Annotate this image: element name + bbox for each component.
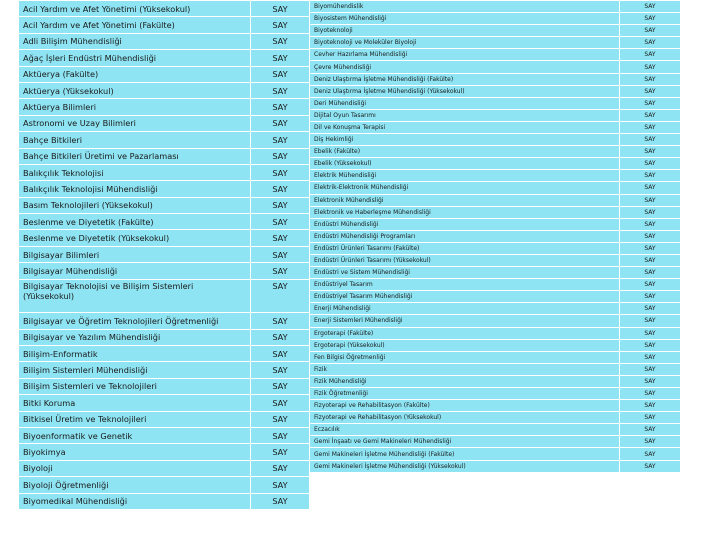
- table-row: [310, 61, 681, 73]
- program-name-cell: Acil Yardım ve Afet Yönetimi (Yüksekokul): [19, 1, 251, 17]
- table-row: [19, 279, 310, 313]
- program-name-cell: Astronomi ve Uzay Bilimleri: [19, 115, 251, 131]
- right-program-table-panel: [309, 0, 681, 473]
- score-type-cell: SAY: [251, 197, 310, 213]
- program-name-cell: Elektrik-Elektronik Mühendisliği: [310, 182, 620, 194]
- program-name-cell: Ergoterapi (Yüksekokul): [310, 339, 620, 351]
- score-type-cell: SAY: [251, 395, 310, 411]
- program-name-cell: Beslenme ve Diyetetik (Fakülte): [19, 214, 251, 230]
- score-type-cell: SAY: [620, 279, 681, 291]
- left-program-table: [18, 0, 310, 510]
- program-name-cell: Endüstri Ürünleri Tasarımı (Fakülte): [310, 242, 620, 254]
- score-type-cell: SAY: [620, 109, 681, 121]
- score-type-cell: SAY: [251, 444, 310, 460]
- score-type-cell: SAY: [251, 181, 310, 197]
- score-type-cell: SAY: [251, 115, 310, 131]
- score-type-cell: SAY: [620, 448, 681, 460]
- program-name-cell: Biyoenformatik ve Genetik: [19, 427, 251, 443]
- score-type-cell: SAY: [620, 388, 681, 400]
- program-name-cell: Bilişim Sistemleri ve Teknolojileri: [19, 378, 251, 394]
- score-type-cell: SAY: [620, 1, 681, 13]
- table-row: [310, 109, 681, 121]
- score-type-cell: SAY: [251, 411, 310, 427]
- score-type-cell: SAY: [620, 315, 681, 327]
- table-row: [19, 313, 310, 329]
- score-type-cell: SAY: [251, 362, 310, 378]
- program-name-cell: Cevher Hazırlama Mühendisliği: [310, 49, 620, 61]
- score-type-cell: SAY: [251, 427, 310, 443]
- table-row: [19, 214, 310, 230]
- table-row: [310, 242, 681, 254]
- program-name-cell: Elektronik Mühendisliği: [310, 194, 620, 206]
- table-row: [310, 291, 681, 303]
- score-type-cell: SAY: [620, 146, 681, 158]
- program-name-cell: Balıkçılık Teknolojisi Mühendisliği: [19, 181, 251, 197]
- table-row: [310, 170, 681, 182]
- table-row: [310, 375, 681, 387]
- score-type-cell: SAY: [620, 375, 681, 387]
- program-name-cell: Adli Bilişim Mühendisliği: [19, 33, 251, 49]
- program-name-cell: Ebelik (Yüksekokul): [310, 158, 620, 170]
- table-row: [310, 327, 681, 339]
- left-program-table-panel: [18, 0, 310, 510]
- table-row: [310, 13, 681, 25]
- score-type-cell: SAY: [620, 61, 681, 73]
- table-row: [19, 82, 310, 98]
- table-row: [310, 279, 681, 291]
- table-row: [310, 194, 681, 206]
- program-name-cell: Endüstri Mühendisliği Programları: [310, 230, 620, 242]
- table-row: [19, 17, 310, 33]
- program-name-cell: Dijital Oyun Tasarımı: [310, 109, 620, 121]
- table-row: [19, 246, 310, 262]
- table-row: [310, 121, 681, 133]
- table-row: [19, 148, 310, 164]
- score-type-cell: SAY: [251, 132, 310, 148]
- score-type-cell: SAY: [251, 329, 310, 345]
- table-row: [19, 263, 310, 279]
- table-row: [310, 351, 681, 363]
- score-type-cell: SAY: [620, 267, 681, 279]
- table-row: [19, 50, 310, 66]
- program-name-cell: Enerji Mühendisliği: [310, 303, 620, 315]
- program-name-cell: Bahçe Bitkileri Üretimi ve Pazarlaması: [19, 148, 251, 164]
- program-name-cell: Balıkçılık Teknolojisi: [19, 164, 251, 180]
- right-program-table: [309, 0, 681, 473]
- program-name-cell: Biyomedikal Mühendisliği: [19, 493, 251, 509]
- program-name-cell: Ağaç İşleri Endüstri Mühendisliği: [19, 50, 251, 66]
- score-type-cell: SAY: [251, 313, 310, 329]
- score-type-cell: SAY: [251, 82, 310, 98]
- table-row: [19, 230, 310, 246]
- table-row: [310, 267, 681, 279]
- table-row: [310, 97, 681, 109]
- score-type-cell: SAY: [251, 378, 310, 394]
- score-type-cell: SAY: [251, 1, 310, 17]
- program-name-cell: Ebelik (Fakülte): [310, 146, 620, 158]
- program-name-cell: Beslenme ve Diyetetik (Yüksekokul): [19, 230, 251, 246]
- score-type-cell: SAY: [620, 73, 681, 85]
- score-type-cell: SAY: [251, 17, 310, 33]
- program-name-cell: Aktüerya (Fakülte): [19, 66, 251, 82]
- table-row: [19, 99, 310, 115]
- table-row: [19, 66, 310, 82]
- score-type-cell: SAY: [620, 13, 681, 25]
- program-name-cell: Aktüerya (Yüksekokul): [19, 82, 251, 98]
- table-row: [310, 158, 681, 170]
- score-type-cell: SAY: [251, 246, 310, 262]
- program-name-cell: Deniz Ulaştırma İşletme Mühendisliği (Fakülte): [310, 73, 620, 85]
- table-row: [19, 115, 310, 131]
- score-type-cell: SAY: [620, 206, 681, 218]
- program-name-cell: Bilgisayar Mühendisliği: [19, 263, 251, 279]
- program-name-cell: Gemi Makineleri İşletme Mühendisliği (Fakülte): [310, 448, 620, 460]
- score-type-cell: SAY: [620, 170, 681, 182]
- score-type-cell: SAY: [251, 148, 310, 164]
- program-name-cell: Endüstriyel Tasarım: [310, 279, 620, 291]
- program-name-cell: Eczacılık: [310, 424, 620, 436]
- score-type-cell: SAY: [251, 230, 310, 246]
- score-type-cell: SAY: [251, 50, 310, 66]
- program-name-cell: Endüstri Ürünleri Tasarımı (Yüksekokul): [310, 254, 620, 266]
- program-name-cell: Biyomühendislik: [310, 1, 620, 13]
- table-row: [310, 49, 681, 61]
- table-row: [310, 230, 681, 242]
- program-name-cell: Endüstri ve Sistem Mühendisliği: [310, 267, 620, 279]
- program-name-cell: Fizik Mühendisliği: [310, 375, 620, 387]
- table-row: [19, 197, 310, 213]
- table-row: [310, 363, 681, 375]
- table-row: [310, 424, 681, 436]
- table-row: [19, 395, 310, 411]
- score-type-cell: SAY: [620, 339, 681, 351]
- score-type-cell: SAY: [620, 25, 681, 37]
- program-name-cell: Bilgisayar Teknolojisi ve Bilişim Sistemleri (Yüksekokul): [19, 279, 251, 313]
- table-row: [19, 33, 310, 49]
- program-name-cell: Deniz Ulaştırma İşletme Mühendisliği (Yüksekokul): [310, 85, 620, 97]
- score-type-cell: SAY: [620, 254, 681, 266]
- program-name-cell: Enerji Sistemleri Mühendisliği: [310, 315, 620, 327]
- score-type-cell: SAY: [251, 460, 310, 476]
- table-row: [19, 329, 310, 345]
- table-row: [19, 362, 310, 378]
- program-name-cell: Fizik Öğretmenliği: [310, 388, 620, 400]
- program-name-cell: Bahçe Bitkileri: [19, 132, 251, 148]
- score-type-cell: SAY: [620, 436, 681, 448]
- program-name-cell: Biyoloji: [19, 460, 251, 476]
- score-type-cell: SAY: [620, 363, 681, 375]
- program-name-cell: Biyoteknoloji: [310, 25, 620, 37]
- score-type-cell: SAY: [251, 279, 310, 313]
- score-type-cell: SAY: [620, 37, 681, 49]
- table-row: [19, 493, 310, 509]
- table-row: [310, 388, 681, 400]
- program-name-cell: Biyoteknoloji ve Moleküler Biyoloji: [310, 37, 620, 49]
- score-type-cell: SAY: [620, 85, 681, 97]
- program-name-cell: Elektronik ve Haberleşme Mühendisliği: [310, 206, 620, 218]
- score-type-cell: SAY: [251, 164, 310, 180]
- program-name-cell: Basım Teknolojileri (Yüksekokul): [19, 197, 251, 213]
- score-type-cell: SAY: [251, 33, 310, 49]
- table-row: [310, 436, 681, 448]
- right-program-table-body: [310, 1, 681, 473]
- program-name-cell: Acil Yardım ve Afet Yönetimi (Fakülte): [19, 17, 251, 33]
- table-row: [19, 346, 310, 362]
- left-program-table-body: [19, 1, 310, 510]
- table-row: [19, 1, 310, 17]
- program-name-cell: Biyokimya: [19, 444, 251, 460]
- program-name-cell: Elektrik Mühendisliği: [310, 170, 620, 182]
- program-name-cell: Çevre Mühendisliği: [310, 61, 620, 73]
- program-name-cell: Bitkisel Üretim ve Teknolojileri: [19, 411, 251, 427]
- table-row: [310, 412, 681, 424]
- table-row: [310, 73, 681, 85]
- program-name-cell: Aktüerya Bilimleri: [19, 99, 251, 115]
- program-name-cell: Ergoterapi (Fakülte): [310, 327, 620, 339]
- table-row: [310, 448, 681, 460]
- program-name-cell: Gemi Makineleri İşletme Mühendisliği (Yüksekokul): [310, 460, 620, 472]
- table-row: [310, 85, 681, 97]
- score-type-cell: SAY: [620, 303, 681, 315]
- program-name-cell: Fizyoterapi ve Rehabilitasyon (Yüksekokul): [310, 412, 620, 424]
- table-row: [19, 132, 310, 148]
- table-row: [19, 444, 310, 460]
- score-type-cell: SAY: [620, 194, 681, 206]
- score-type-cell: SAY: [620, 327, 681, 339]
- table-row: [310, 339, 681, 351]
- program-name-cell: Bilgisayar ve Öğretim Teknolojileri Öğretmenliği: [19, 313, 251, 329]
- score-type-cell: SAY: [251, 263, 310, 279]
- program-name-cell: Fen Bilgisi Öğretmenliği: [310, 351, 620, 363]
- table-row: [310, 460, 681, 472]
- program-name-cell: Bilişim Sistemleri Mühendisliği: [19, 362, 251, 378]
- table-row: [19, 477, 310, 493]
- table-row: [19, 181, 310, 197]
- program-name-cell: Fizik: [310, 363, 620, 375]
- score-type-cell: SAY: [620, 424, 681, 436]
- score-type-cell: SAY: [620, 230, 681, 242]
- score-type-cell: SAY: [251, 346, 310, 362]
- score-type-cell: SAY: [620, 158, 681, 170]
- table-row: [19, 427, 310, 443]
- table-row: [310, 25, 681, 37]
- score-type-cell: SAY: [620, 412, 681, 424]
- score-type-cell: SAY: [251, 66, 310, 82]
- score-type-cell: SAY: [251, 477, 310, 493]
- table-row: [310, 206, 681, 218]
- table-row: [310, 315, 681, 327]
- score-type-cell: SAY: [251, 214, 310, 230]
- score-type-cell: SAY: [620, 218, 681, 230]
- table-row: [19, 460, 310, 476]
- score-type-cell: SAY: [620, 49, 681, 61]
- score-type-cell: SAY: [620, 182, 681, 194]
- table-row: [310, 146, 681, 158]
- program-name-cell: Endüstriyel Tasarım Mühendisliği: [310, 291, 620, 303]
- score-type-cell: SAY: [620, 121, 681, 133]
- score-type-cell: SAY: [620, 400, 681, 412]
- score-type-cell: SAY: [620, 351, 681, 363]
- program-name-cell: Biyosistem Mühendisliği: [310, 13, 620, 25]
- table-row: [310, 303, 681, 315]
- table-row: [310, 400, 681, 412]
- score-type-cell: SAY: [251, 99, 310, 115]
- table-row: [310, 134, 681, 146]
- program-name-cell: Bitki Koruma: [19, 395, 251, 411]
- score-type-cell: SAY: [251, 493, 310, 509]
- score-type-cell: SAY: [620, 242, 681, 254]
- score-type-cell: SAY: [620, 291, 681, 303]
- score-type-cell: SAY: [620, 134, 681, 146]
- program-name-cell: Bilişim-Enformatik: [19, 346, 251, 362]
- score-type-cell: SAY: [620, 97, 681, 109]
- table-row: [19, 411, 310, 427]
- score-type-cell: SAY: [620, 460, 681, 472]
- program-name-cell: Gemi İnşaatı ve Gemi Makineleri Mühendisliği: [310, 436, 620, 448]
- program-name-cell: Bilgisayar ve Yazılım Mühendisliği: [19, 329, 251, 345]
- table-row: [310, 218, 681, 230]
- program-name-cell: Bilgisayar Bilimleri: [19, 246, 251, 262]
- table-row: [310, 254, 681, 266]
- program-name-cell: Fizyoterapi ve Rehabilitasyon (Fakülte): [310, 400, 620, 412]
- program-name-cell: Biyoloji Öğretmenliği: [19, 477, 251, 493]
- table-row: [19, 164, 310, 180]
- table-row: [310, 37, 681, 49]
- program-name-cell: Diş Hekimliği: [310, 134, 620, 146]
- program-name-cell: Deri Mühendisliği: [310, 97, 620, 109]
- program-name-cell: Endüstri Mühendisliği: [310, 218, 620, 230]
- table-row: [19, 378, 310, 394]
- table-row: [310, 1, 681, 13]
- program-name-cell: Dil ve Konuşma Terapisi: [310, 121, 620, 133]
- table-row: [310, 182, 681, 194]
